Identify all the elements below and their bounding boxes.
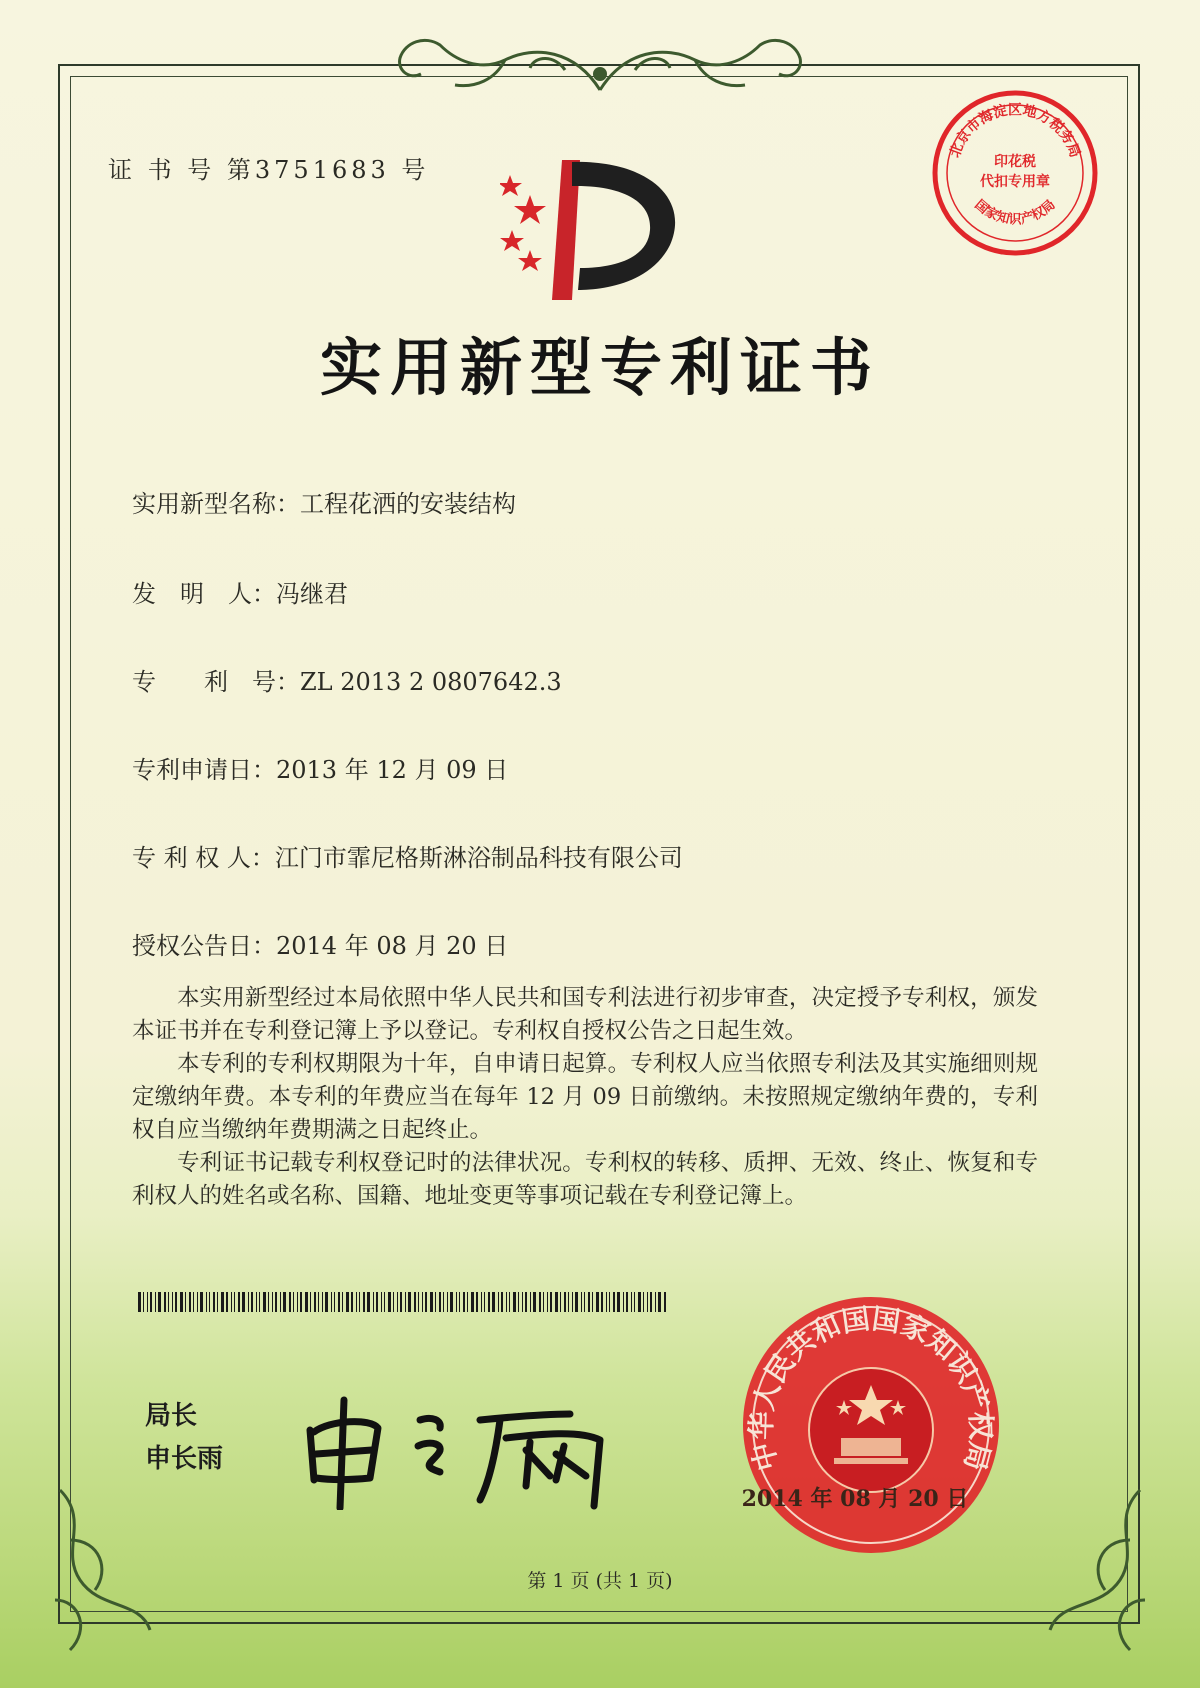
tax-seal-center-2: 代扣专用章: [980, 174, 1050, 190]
top-ornament-icon: [385, 30, 815, 100]
field-value: 江门市霏尼格斯淋浴制品科技有限公司: [274, 844, 683, 872]
body-paragraph: 专利证书记载专利权登记时的法律状况。专利权的转移、质押、无效、终止、恢复和专利权人的姓名或名称、国籍、地址变更等事项记载在专利登记簿上。: [132, 1150, 1038, 1209]
tax-seal-bottom-text: 国家知识产权局: [971, 197, 1059, 228]
director-role: 局长: [145, 1401, 198, 1431]
field-inventor: [132, 574, 348, 609]
national-ip-office-seal-icon: [736, 1290, 1006, 1560]
stamp-duty-seal-icon: [930, 88, 1100, 258]
field-value: 2013 年 12 月 09 日: [276, 756, 509, 784]
field-grant-date: [132, 926, 508, 961]
body-paragraph: 本实用新型经过本局依照中华人民共和国专利法进行初步审查，决定授予专利权，颁发本证书并在专利登记簿上予以登记。专利权自授权公告之日起生效。: [132, 985, 1038, 1044]
field-patentee: [132, 838, 683, 873]
field-value: 冯继君: [276, 580, 348, 608]
certificate-number: 证 书 号 第3751683 号: [108, 156, 430, 184]
field-label: 发 明 人：: [132, 580, 276, 608]
field-label: 实用新型名称：: [132, 490, 300, 518]
field-patent-number: [132, 662, 562, 697]
director-signature-icon: [300, 1380, 630, 1510]
director-name: 申长雨: [145, 1444, 224, 1474]
field-value: 2014 年 08 月 20 日: [276, 932, 509, 960]
field-label: 专 利 号：: [132, 668, 300, 696]
tax-seal-ring-text: 北京市海淀区地方税务局: [947, 102, 1083, 160]
tax-seal-center-1: 印花税: [994, 154, 1036, 170]
field-label: 授权公告日：: [132, 932, 276, 960]
field-value: ZL 2013 2 0807642.3: [300, 668, 562, 696]
field-value: 工程花洒的安装结构: [300, 490, 516, 518]
patent-office-logo-icon: [500, 150, 700, 305]
body-paragraph: 本专利的专利权期限为十年，自申请日起算。专利权人应当依照专利法及其实施细则规定缴纳年费。本专利的年费应当在每年 12 月 09 日前缴纳。未按照规定缴纳年费的，专利权自应当缴纳年费期满之日起终止。: [132, 1051, 1038, 1143]
field-label: 专利申请日：: [132, 756, 276, 784]
barcode-icon: [138, 1292, 666, 1312]
page-number: 第 1 页 (共 1 页): [527, 1570, 673, 1592]
office-seal-ring-text: 中华人民共和国国家知识产权局: [744, 1302, 998, 1474]
field-utility-model-name: [132, 484, 516, 519]
certificate-title: 实用新型专利证书: [319, 331, 880, 404]
svg-text:国家知识产权局: [971, 197, 1058, 228]
field-application-date: [132, 750, 508, 785]
seal-date: 2014 年 08 月 20 日: [741, 1486, 969, 1512]
field-label: 专 利 权 人：: [132, 844, 275, 872]
certificate-body: [132, 982, 1038, 1213]
